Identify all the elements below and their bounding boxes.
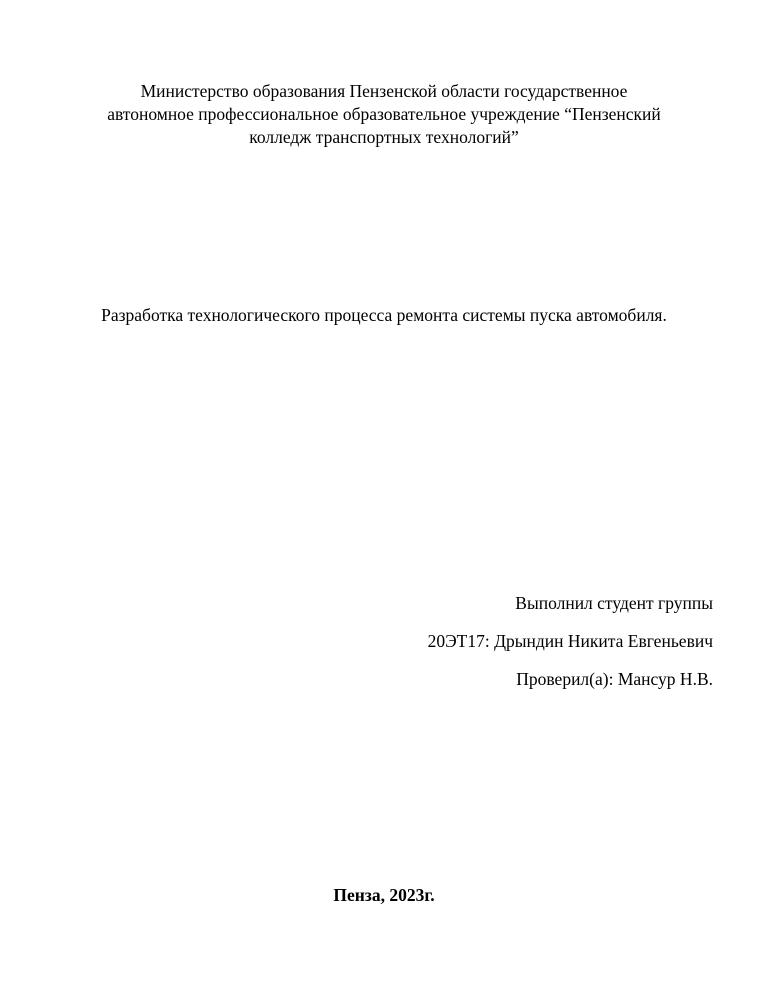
performed-by-label: Выполнил студент группы [515, 593, 713, 613]
institution-line-3: колледж транспортных технологий” [249, 127, 519, 147]
checked-by: Проверил(а): Мансур Н.В. [516, 669, 713, 689]
institution-header [100, 80, 668, 149]
document-title: Разработка технологического процесса ремонта системы пуска автомобиля. [101, 305, 667, 325]
institution-line-1: Министерство образования Пензенской области государственное [140, 81, 628, 101]
student-name: 20ЭТ17: Дрындин Никита Евгеньевич [427, 631, 713, 651]
institution-line-2: автономное профессиональное образовательное учреждение “Пензенский [107, 104, 661, 124]
city-year: Пенза, 2023г. [333, 885, 435, 905]
author-block [293, 592, 713, 706]
